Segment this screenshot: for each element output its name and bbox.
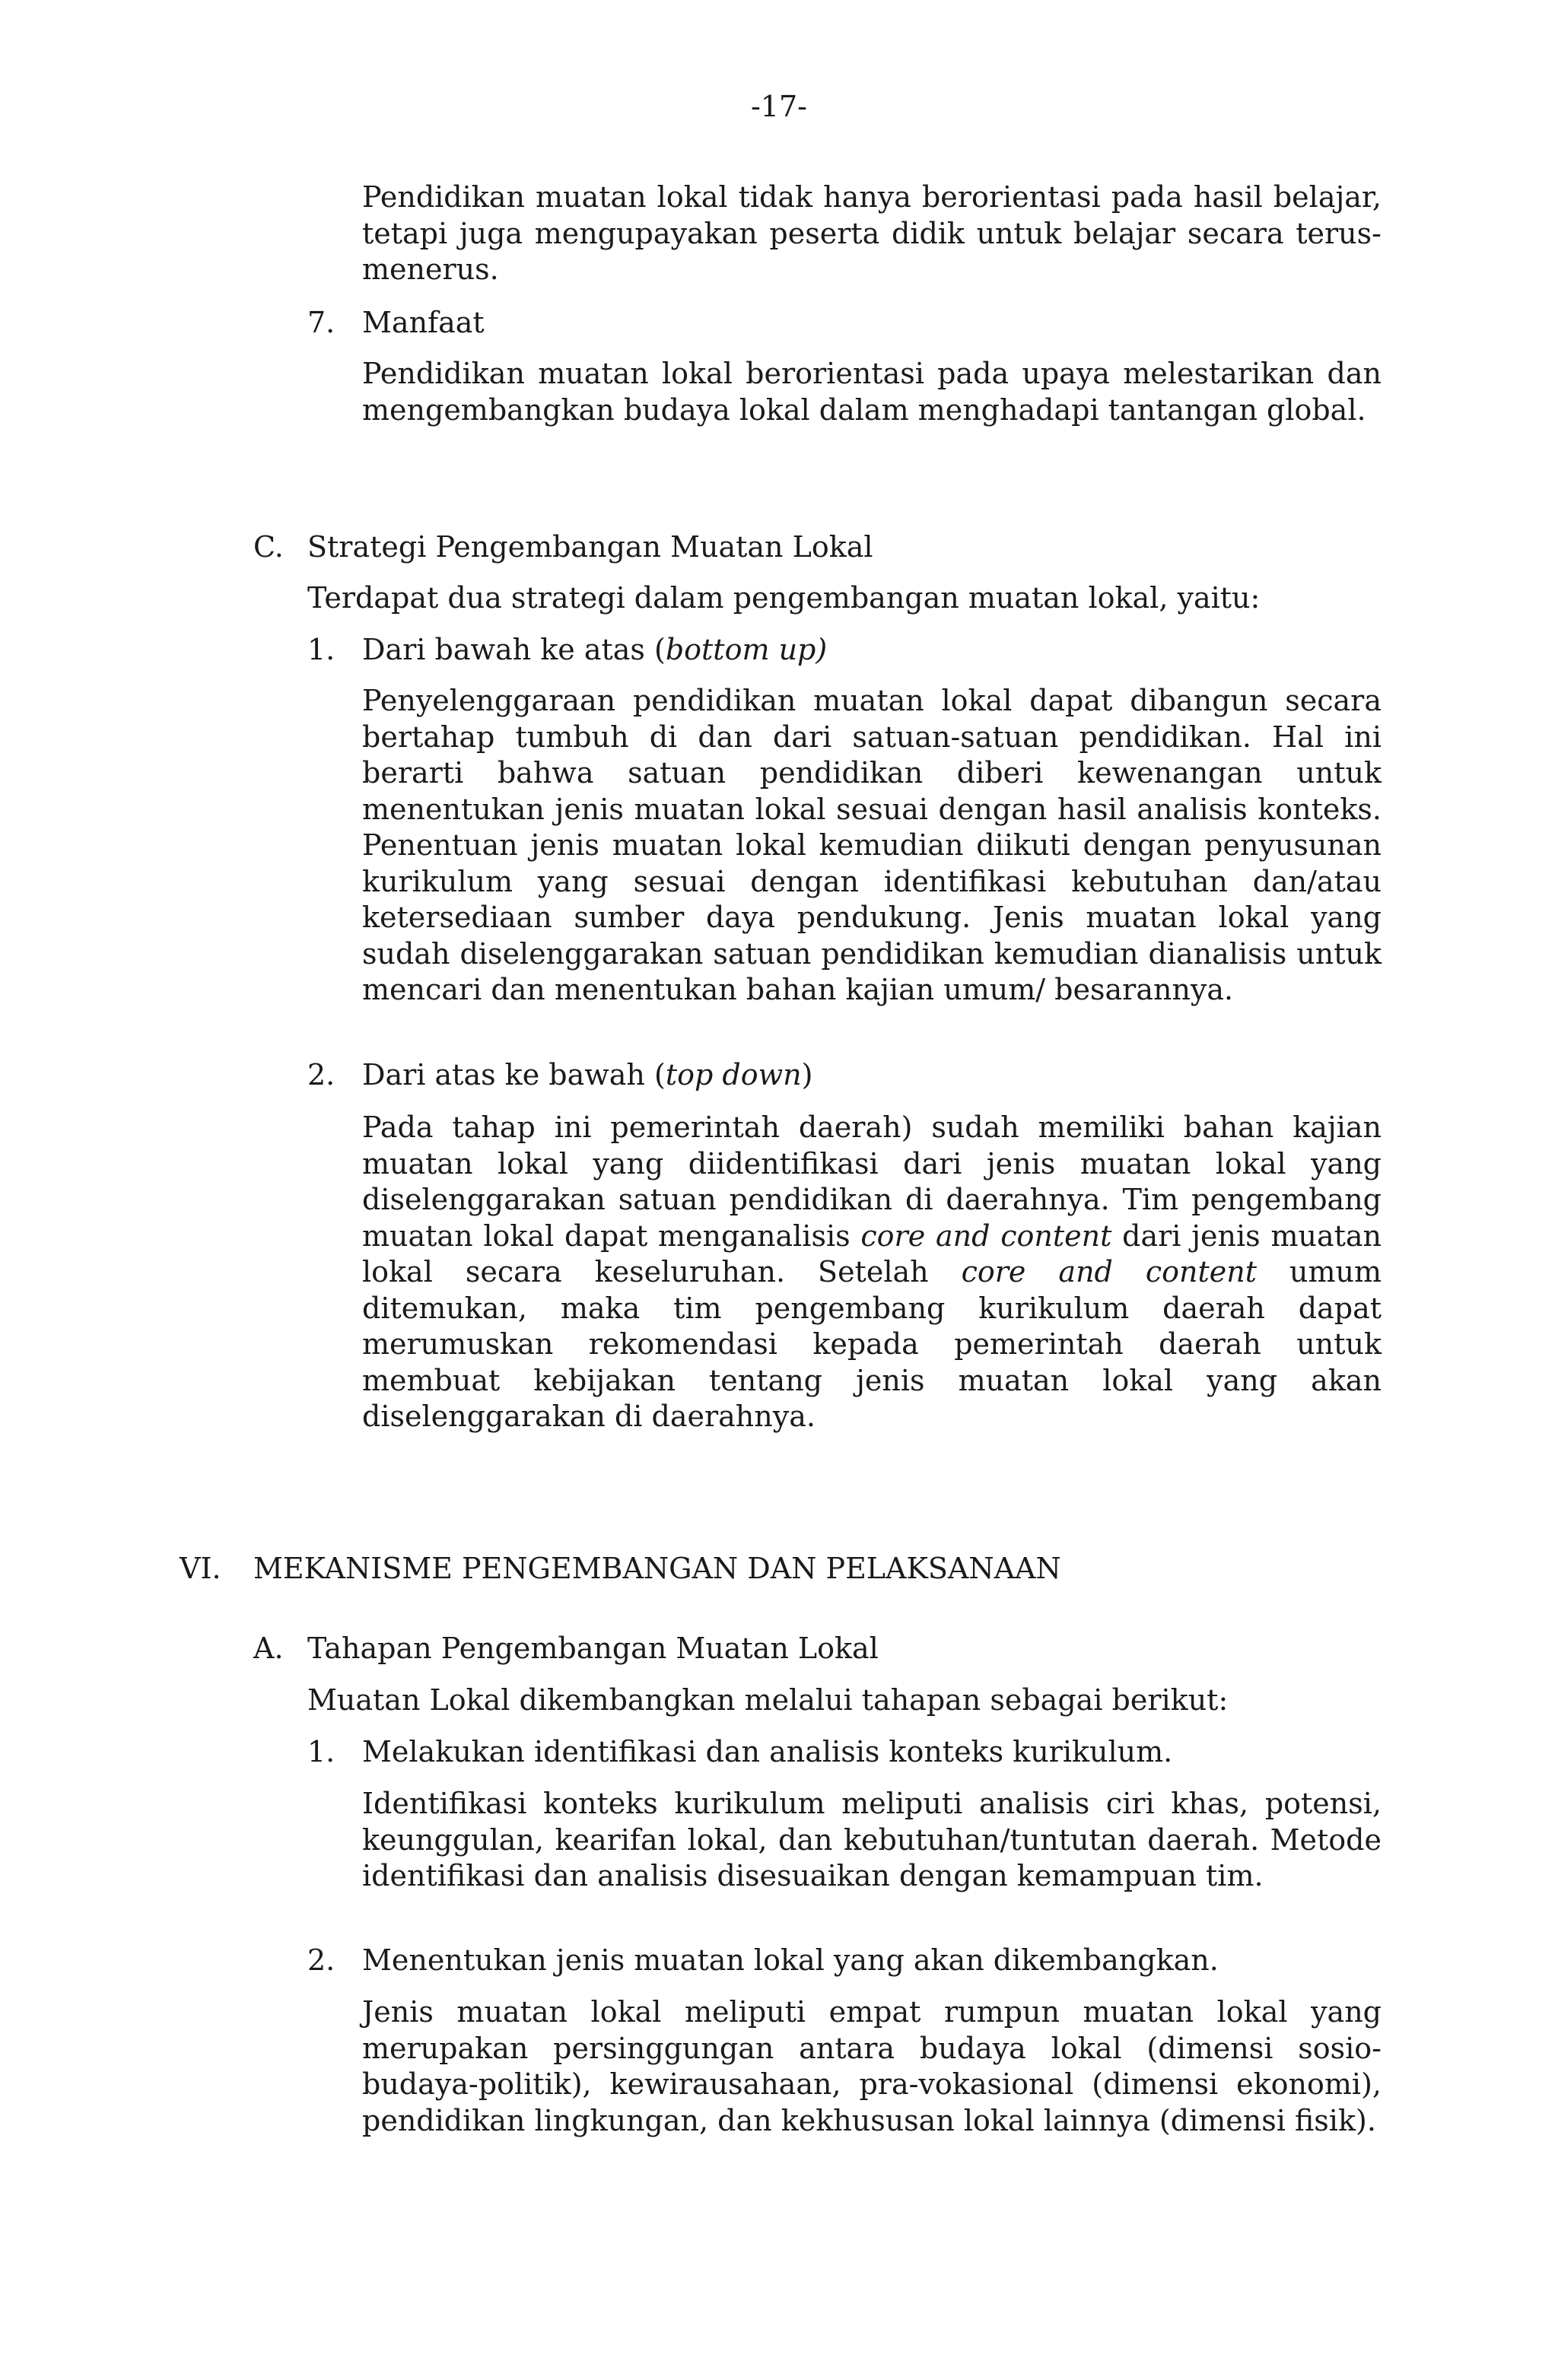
section-c-heading: Strategi Pengembangan Muatan Lokal xyxy=(307,530,873,564)
stage-2-number: 2. xyxy=(307,1943,335,1977)
item-7-number: 7. xyxy=(307,306,335,339)
section-c-intro: Terdapat dua strategi dalam pengembangan muatan lokal, yaitu: xyxy=(307,581,1261,615)
stage-2-heading: Menentukan jenis muatan lokal yang akan dikembangkan. xyxy=(362,1943,1219,1977)
strategy-1-heading xyxy=(362,633,827,666)
page-number: -17- xyxy=(750,90,808,123)
strategy-1-number: 1. xyxy=(307,633,335,666)
strategy-1-paragraph: Penyelenggaraan pendidikan muatan lokal dapat dibangun secara bertahap tumbuh di dan dari satuan-satuan pendidikan. Hal ini berarti bahwa satuan pendidikan diberi kewenangan untuk menentukan jenis muatan lokal sesuai dengan hasil analisis konteks. Penentuan jenis muatan lokal kemudian diikuti dengan penyusunan kurikulum yang sesuai dengan identifikasi kebutuhan dan/atau ketersediaan sumber daya pendukung. Jenis muatan lokal yang sudah diselenggarakan satuan pendidikan kemudian dianalisis untuk mencari dan menentukan bahan kajian umum/ besarannya. xyxy=(362,684,1382,1006)
strategy-2-heading-italic: top down xyxy=(665,1058,802,1091)
section-c-letter: C. xyxy=(253,530,284,564)
strategy-2-heading-after: ) xyxy=(801,1058,813,1091)
stage-1-heading: Melakukan identifikasi dan analisis konteks kurikulum. xyxy=(362,1735,1173,1768)
core-and-content-term-1: core and content xyxy=(860,1219,1112,1253)
strategy-1-heading-italic: bottom up) xyxy=(665,633,828,666)
section-a-letter: A. xyxy=(253,1632,284,1665)
stage-1-number: 1. xyxy=(307,1735,335,1768)
strategy-2-heading-text: Dari atas ke bawah ( xyxy=(362,1058,666,1091)
strategy-2-heading xyxy=(362,1058,812,1091)
stage-1-paragraph: Identifikasi konteks kurikulum meliputi analisis ciri khas, potensi, keunggulan, kearifan lokal, dan kebutuhan/tuntutan daerah. Metode identifikasi dan analisis disesuaikan dengan kemampuan tim. xyxy=(362,1787,1382,1892)
strategy-2-paragraph-part1: Pada tahap ini pemerintah daerah) sudah memiliki bahan kajian muatan lokal yang diidentifikasi dari jenis muatan lokal yang diselenggarakan satuan pendidikan di daerahnya. Tim pengembang muatan lokal dapat menganalisis xyxy=(362,1111,1382,1253)
strategy-2-paragraph-part3: umum ditemukan, maka tim pengembang kurikulum daerah dapat merumuskan rekomendasi kepada pemerintah daerah untuk membuat kebijakan tentang jenis muatan lokal yang akan diselenggarakan di daerahnya. xyxy=(362,1255,1382,1433)
strategy-2-paragraph-part2: dari jenis muatan lokal secara keseluruhan. Setelah xyxy=(362,1219,1382,1289)
core-and-content-term-2: core and content xyxy=(961,1255,1257,1289)
strategy-2-number: 2. xyxy=(307,1058,335,1091)
chapter-vi-heading: MEKANISME PENGEMBANGAN DAN PELAKSANAAN xyxy=(253,1552,1061,1585)
item-7-heading: Manfaat xyxy=(362,306,485,339)
strategy-2-paragraph xyxy=(362,1110,1382,1435)
intro-paragraph: Pendidikan muatan lokal tidak hanya berorientasi pada hasil belajar, tetapi juga mengupayakan peserta didik untuk belajar secara terus- menerus. xyxy=(362,180,1382,286)
strategy-1-heading-text: Dari bawah ke atas ( xyxy=(362,633,666,666)
chapter-vi-numeral: VI. xyxy=(180,1552,221,1585)
section-a-heading: Tahapan Pengembangan Muatan Lokal xyxy=(307,1632,879,1665)
section-a-intro: Muatan Lokal dikembangkan melalui tahapan sebagai berikut: xyxy=(307,1683,1229,1717)
stage-2-paragraph: Jenis muatan lokal meliputi empat rumpun muatan lokal yang merupakan persinggungan antara budaya lokal (dimensi sosio-budaya-politik), kewirausahaan, pra-vokasional (dimensi ekonomi), pendidikan lingkungan, dan kekhususan lokal lainnya (dimensi fisik). xyxy=(362,1995,1382,2137)
item-7-paragraph: Pendidikan muatan lokal berorientasi pada upaya melestarikan dan mengembangkan budaya lokal dalam menghadapi tantangan global. xyxy=(362,357,1382,427)
